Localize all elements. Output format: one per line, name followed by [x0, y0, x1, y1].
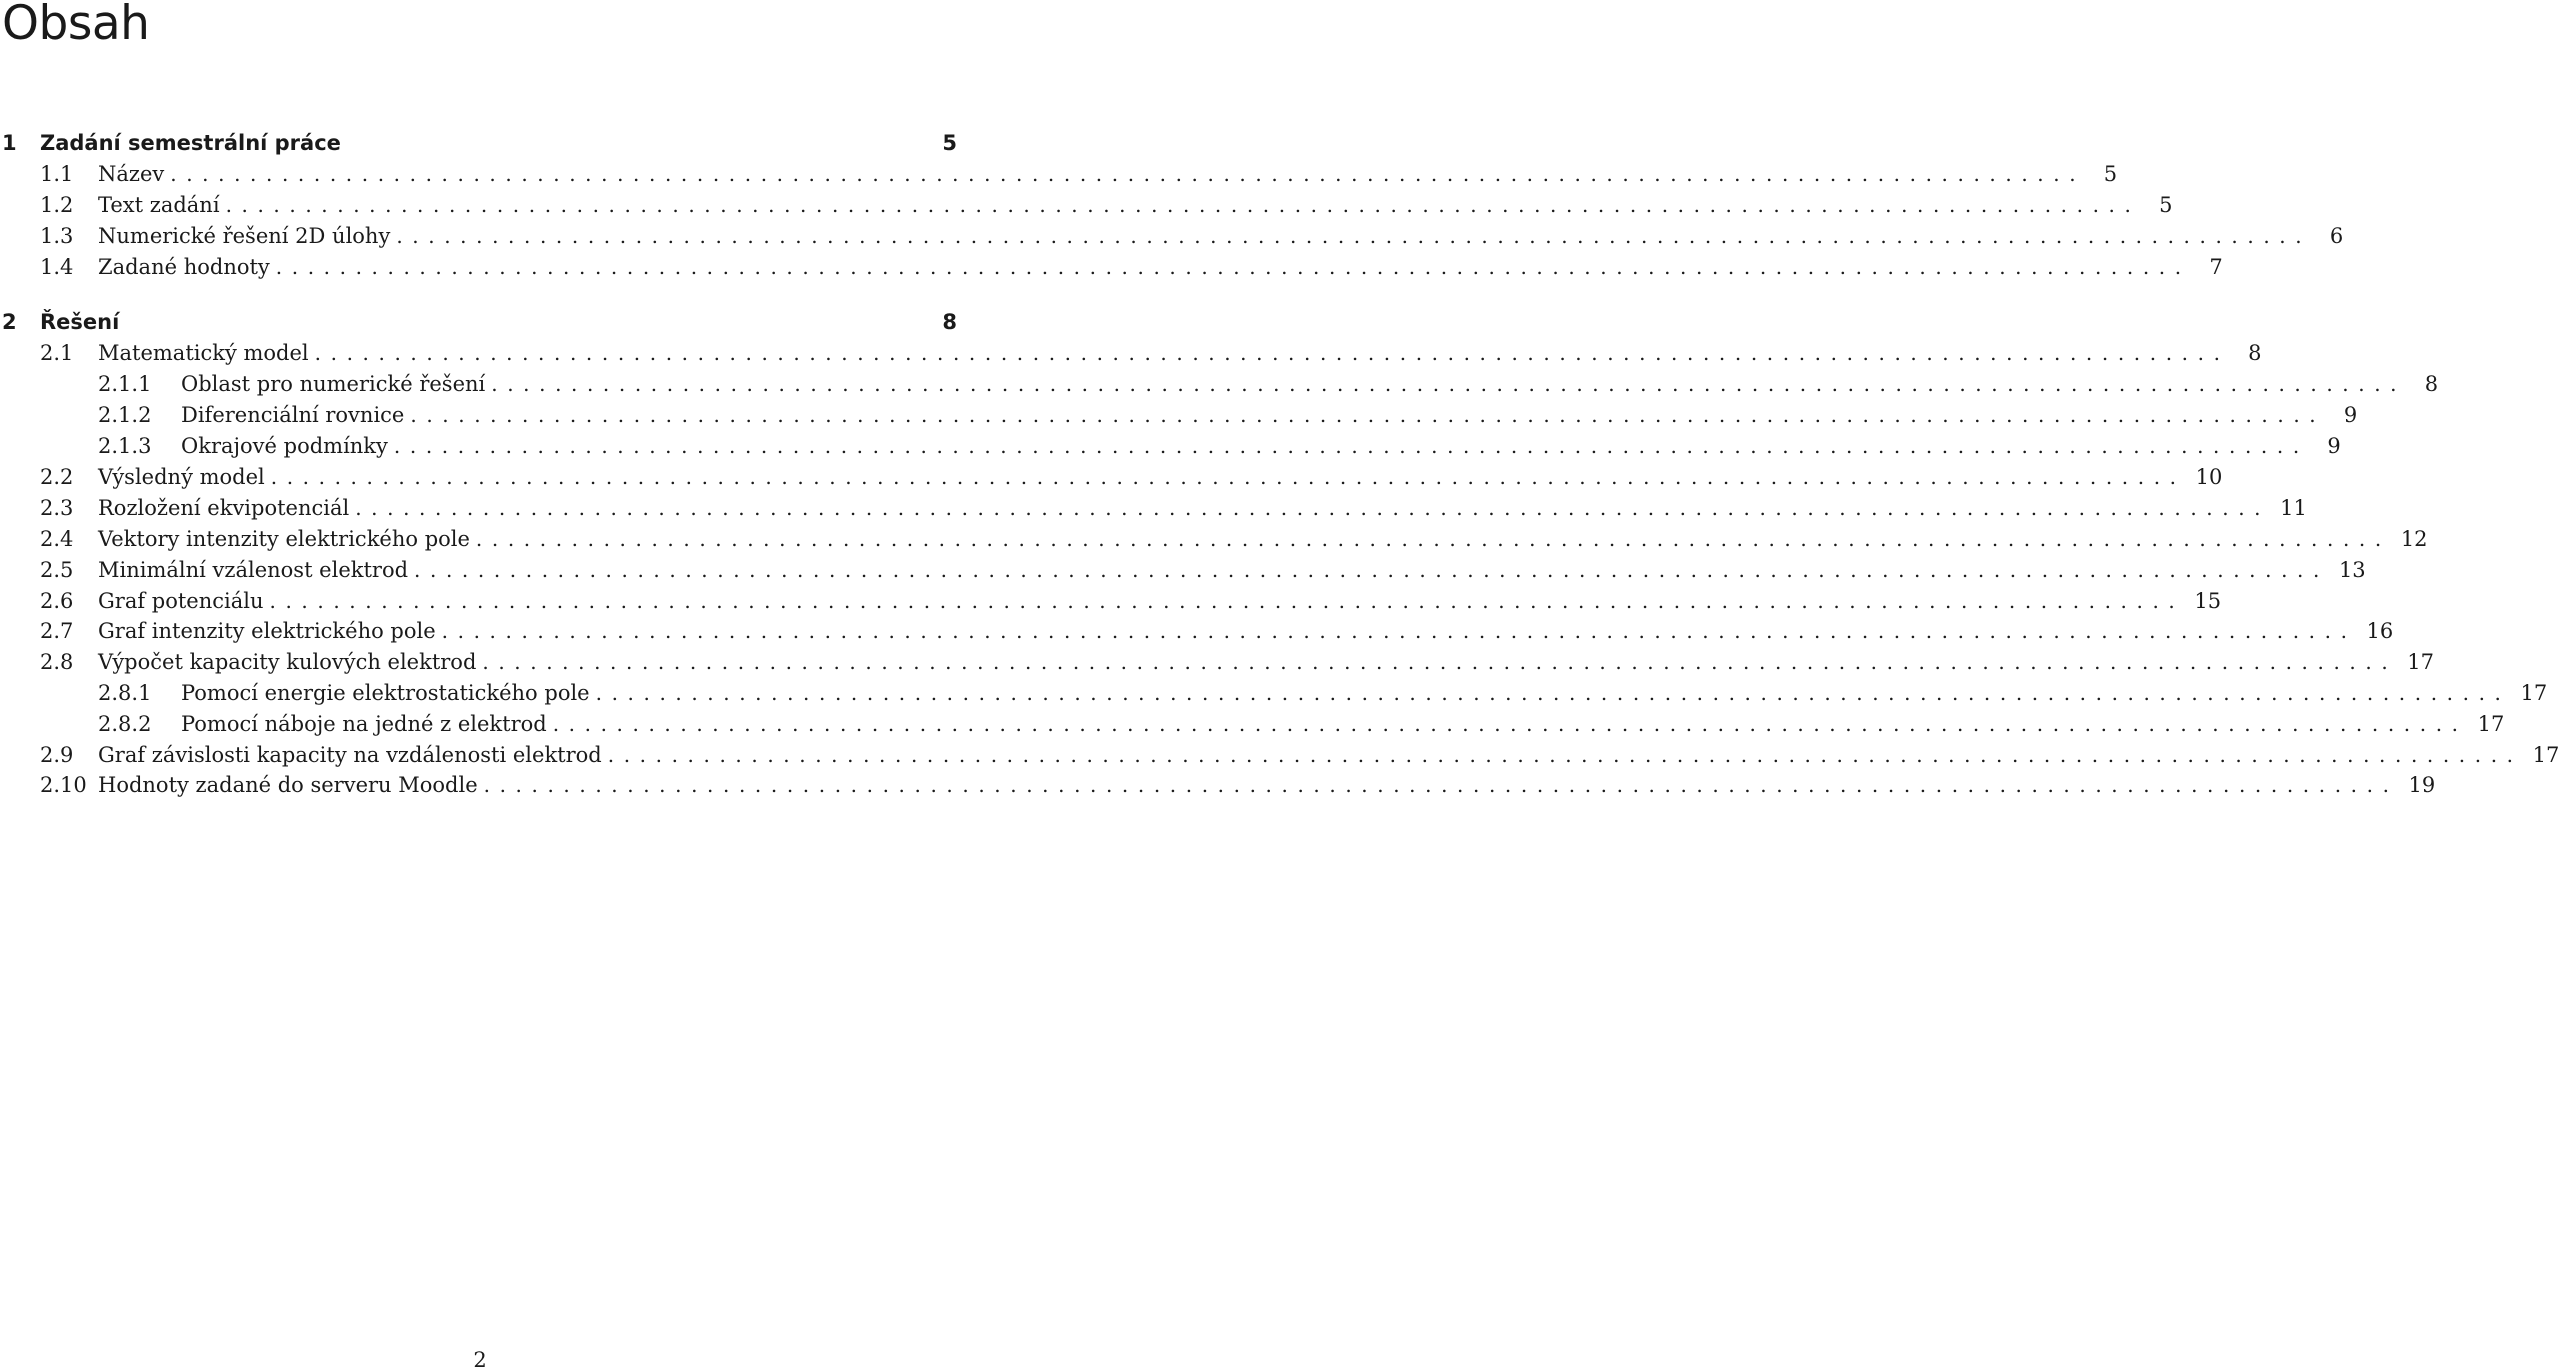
entry-page: 6	[2329, 223, 2344, 248]
entry-title: Graf závislosti kapacity na vzdálenosti elektrod	[98, 743, 608, 767]
toc-entry-1-3[interactable]	[0, 220, 2344, 251]
entry-page: 9	[2327, 433, 2341, 458]
entry-title: Hodnoty zadané do serveru Moodle	[98, 773, 484, 797]
entry-number: 2.8	[40, 649, 74, 674]
entry-title: Výsledný model	[98, 465, 271, 489]
dot-leader: ........................................................................................................................	[441, 618, 2357, 643]
toc-entry-1-4[interactable]	[0, 251, 2223, 282]
chapter-title: Zadání semestrální práce	[40, 130, 341, 155]
entry-page: 10	[2195, 464, 2223, 489]
toc-entry-2-1[interactable]	[0, 337, 2262, 368]
entry-number: 2.4	[40, 526, 74, 551]
entry-title: Graf intenzity elektrického pole	[98, 619, 442, 643]
entry-page: 15	[2194, 588, 2222, 613]
dot-leader: ........................................................................................................................	[483, 772, 2399, 797]
dot-leader: ........................................................................................................................	[475, 526, 2391, 551]
entry-title: Matematický model	[98, 341, 315, 365]
toc-entry-2-7[interactable]	[0, 615, 2394, 646]
entry-page: 8	[2248, 340, 2262, 365]
toc-entry-2-1-3[interactable]	[0, 430, 2341, 461]
entry-page: 17	[2520, 680, 2548, 705]
dot-leader: ........................................................................................................................	[393, 433, 2309, 458]
entry-title: Pomocí energie elektrostatického pole	[181, 681, 596, 705]
toc-entry-1-2[interactable]	[0, 189, 2173, 220]
dot-leader: ........................................................................................................................	[396, 223, 2312, 248]
entry-number: 1.3	[40, 223, 74, 248]
dot-leader: ........................................................................................................................	[275, 254, 2191, 279]
chapter-number: 2	[2, 309, 17, 334]
entry-page: 11	[2280, 495, 2307, 520]
entry-title: Minimální vzálenost elektrod	[98, 558, 414, 582]
entry-number: 1.2	[40, 192, 74, 217]
dot-leader: ........................................................................................................................	[595, 680, 2511, 705]
toc-chapter-1[interactable]	[0, 127, 960, 158]
entry-page: 7	[2209, 254, 2223, 279]
entry-page: 12	[2400, 526, 2428, 551]
entry-title: Graf potenciálu	[98, 589, 270, 613]
entry-page: 8	[2424, 371, 2439, 396]
entry-number: 2.3	[40, 495, 74, 520]
toc-entry-1-1[interactable]	[0, 158, 2118, 189]
toc-entry-2-8[interactable]	[0, 646, 2435, 677]
entry-page: 17	[2477, 711, 2505, 736]
entry-page: 19	[2408, 772, 2436, 797]
entry-number: 2.10	[40, 772, 87, 797]
dot-leader: ........................................................................................................................	[607, 742, 2523, 767]
entry-number: 2.7	[40, 618, 74, 643]
toc-entry-2-1-1[interactable]	[0, 368, 2439, 399]
toc-entry-2-8-1[interactable]	[0, 677, 2548, 708]
dot-leader: ........................................................................................................................	[269, 588, 2185, 613]
chapter-page: 8	[942, 309, 957, 334]
toc-chapter-2[interactable]	[0, 306, 960, 337]
toc-entry-2-10[interactable]	[0, 769, 2436, 800]
toc-entry-2-9[interactable]	[0, 739, 2559, 770]
entry-page: 9	[2343, 402, 2358, 427]
page-number: 2	[473, 1348, 487, 1372]
entry-title: Zadané hodnoty	[98, 255, 276, 279]
entry-title: Numerické řešení 2D úlohy	[98, 224, 396, 248]
dot-leader: ........................................................................................................................	[170, 161, 2086, 186]
entry-title: Výpočet kapacity kulových elektrod	[98, 650, 482, 674]
entry-title: Název	[98, 162, 170, 186]
entry-title: Vektory intenzity elektrického pole	[98, 527, 476, 551]
entry-number: 2.1.1	[98, 371, 152, 396]
entry-number: 2.2	[40, 464, 74, 489]
entry-number: 2.6	[40, 588, 74, 613]
entry-number: 2.1.3	[98, 433, 152, 458]
chapter-title: Řešení	[40, 309, 120, 334]
entry-title: Rozložení ekvipotenciál	[98, 496, 355, 520]
entry-title: Text zadání	[98, 193, 226, 217]
entry-number: 2.8.2	[98, 711, 152, 736]
entry-number: 2.1	[40, 340, 74, 365]
entry-title: Oblast pro numerické řešení	[181, 372, 491, 396]
toc-entry-2-5[interactable]	[0, 554, 2366, 585]
entry-number: 1.4	[40, 254, 74, 279]
entry-number: 2.1.2	[98, 402, 152, 427]
entry-number: 2.8.1	[98, 680, 152, 705]
chapter-number: 1	[2, 130, 17, 155]
toc-entry-2-3[interactable]	[0, 492, 2307, 523]
dot-leader: ........................................................................................................................	[491, 371, 2407, 396]
page-title: Obsah	[2, 0, 150, 51]
toc-entry-2-1-2[interactable]	[0, 399, 2358, 430]
entry-page: 5	[2103, 161, 2118, 186]
dot-leader: ........................................................................................................................	[410, 402, 2326, 427]
entry-title: Pomocí náboje na jedné z elektrod	[181, 712, 553, 736]
entry-page: 17	[2407, 649, 2435, 674]
toc-entry-2-4[interactable]	[0, 523, 2428, 554]
dot-leader: ........................................................................................................................	[225, 192, 2141, 217]
toc-entry-2-2[interactable]	[0, 461, 2223, 492]
dot-leader: ........................................................................................................................	[482, 649, 2398, 674]
toc-entry-2-6[interactable]	[0, 585, 2222, 616]
entry-number: 1.1	[40, 161, 74, 186]
dot-leader: ........................................................................................................................	[414, 557, 2329, 582]
entry-page: 16	[2366, 618, 2394, 643]
dot-leader: ........................................................................................................................	[270, 464, 2186, 489]
dot-leader: ........................................................................................................................	[552, 711, 2468, 736]
entry-title: Okrajové podmínky	[181, 434, 394, 458]
dot-leader: ........................................................................................................................	[314, 340, 2230, 365]
toc-entry-2-8-2[interactable]	[0, 708, 2505, 739]
entry-page: 5	[2159, 192, 2173, 217]
entry-page: 13	[2338, 557, 2366, 582]
chapter-page: 5	[942, 130, 957, 155]
dot-leader: ........................................................................................................................	[355, 495, 2271, 520]
entry-number: 2.9	[40, 742, 74, 767]
entry-number: 2.5	[40, 557, 74, 582]
entry-page: 17	[2532, 742, 2559, 767]
entry-title: Diferenciální rovnice	[181, 403, 410, 427]
